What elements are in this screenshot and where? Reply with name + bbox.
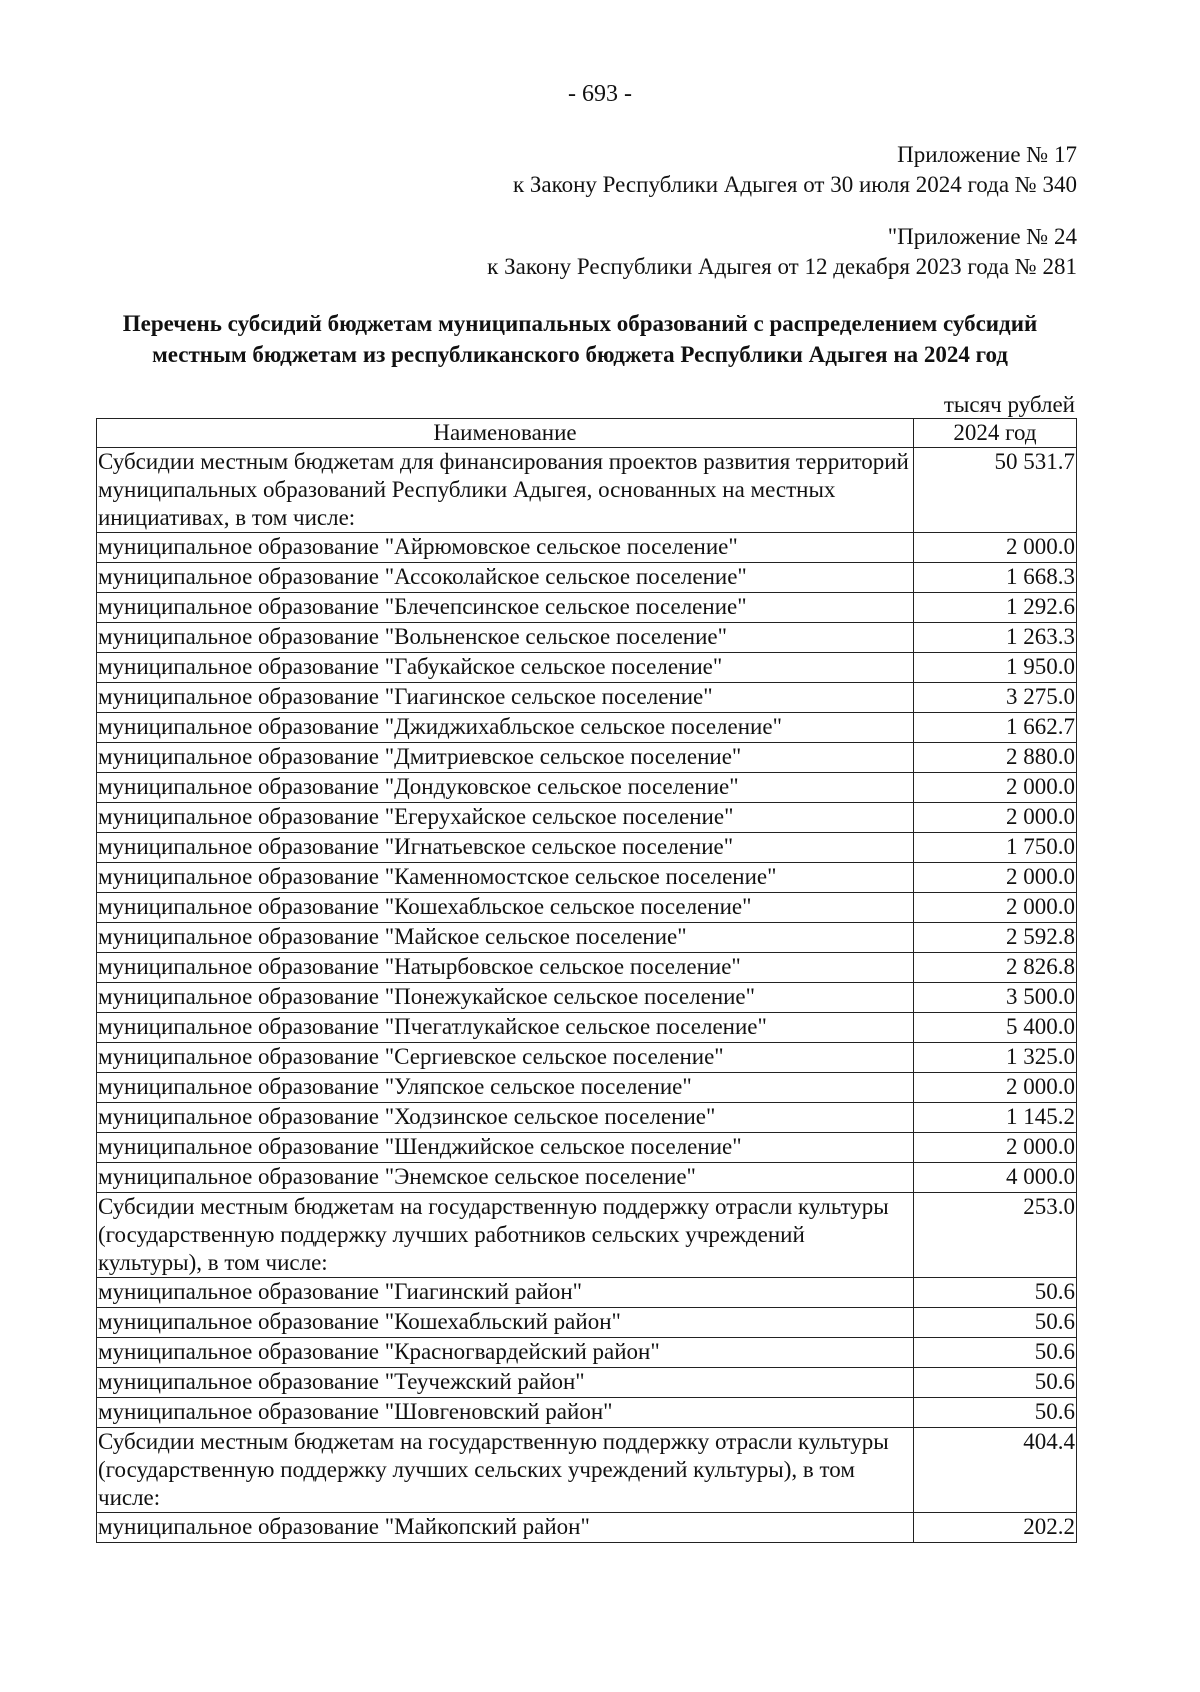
table-row [97,1013,1077,1043]
table-row [97,683,1077,713]
table-row [97,923,1077,953]
table-row [97,1103,1077,1133]
row-name: муниципальное образование "Айрюмовское сельское поселение" [97,533,914,563]
row-value: 202.2 [914,1513,1077,1543]
table-row [97,1513,1077,1543]
row-value: 1 292.6 [914,593,1077,623]
table-row [97,1338,1077,1368]
row-value: 2 000.0 [914,773,1077,803]
table-row [97,623,1077,653]
table-row [97,1163,1077,1193]
table-row [97,773,1077,803]
row-value: 50.6 [914,1308,1077,1338]
table-row [97,1308,1077,1338]
row-name: муниципальное образование "Ходзинское сельское поселение" [97,1103,914,1133]
table-row [97,1133,1077,1163]
row-value: 3 275.0 [914,683,1077,713]
row-value: 4 000.0 [914,1163,1077,1193]
row-value: 50.6 [914,1368,1077,1398]
row-value: 1 750.0 [914,833,1077,863]
row-value: 1 950.0 [914,653,1077,683]
table-row-group [97,1193,1077,1278]
row-value: 2 000.0 [914,863,1077,893]
row-value: 3 500.0 [914,983,1077,1013]
table-row [97,893,1077,923]
row-value: 2 000.0 [914,533,1077,563]
header-year: 2024 год [914,419,1077,448]
row-value: 1 662.7 [914,713,1077,743]
appendix-current [513,140,1077,200]
row-value: 50.6 [914,1278,1077,1308]
row-name: муниципальное образование "Уляпское сельское поселение" [97,1073,914,1103]
row-value: 2 000.0 [914,803,1077,833]
table-row [97,593,1077,623]
table-row [97,653,1077,683]
row-name: муниципальное образование "Шенджийское сельское поселение" [97,1133,914,1163]
row-name: муниципальное образование "Каменномостское сельское поселение" [97,863,914,893]
document-title [80,308,1080,370]
row-name: муниципальное образование "Дмитриевское сельское поселение" [97,743,914,773]
row-name: Субсидии местным бюджетам на государственную поддержку отрасли культуры (государственную поддержку лучших работников сельских учреждений культуры), в том числе: [97,1193,914,1278]
table-row [97,953,1077,983]
header-name: Наименование [97,419,914,448]
row-value: 1 668.3 [914,563,1077,593]
table-row [97,533,1077,563]
row-value: 2 826.8 [914,953,1077,983]
document-title-line1: Перечень субсидий бюджетам муниципальных образований с распределением субсидий [122,311,1038,336]
row-name: муниципальное образование "Красногвардейский район" [97,1338,914,1368]
row-value: 253.0 [914,1193,1077,1278]
appendix-amended [487,222,1077,282]
row-name: муниципальное образование "Майское сельское поселение" [97,923,914,953]
table-row [97,1043,1077,1073]
row-value: 1 145.2 [914,1103,1077,1133]
row-name: муниципальное образование "Шовгеновский район" [97,1398,914,1428]
row-name: муниципальное образование "Блечепсинское сельское поселение" [97,593,914,623]
document-title-line2: местным бюджетам из республиканского бюджета Республики Адыгея на 2024 год [152,342,1008,367]
row-name: муниципальное образование "Майкопский район" [97,1513,914,1543]
table-row [97,713,1077,743]
row-name: муниципальное образование "Дондуковское сельское поселение" [97,773,914,803]
appendix-current-line1: Приложение № 17 [897,142,1077,167]
row-name: Субсидии местным бюджетам на государственную поддержку отрасли культуры (государственную поддержку лучших сельских учреждений культуры), в том числе: [97,1428,914,1513]
row-value: 5 400.0 [914,1013,1077,1043]
row-name: муниципальное образование "Понежукайское сельское поселение" [97,983,914,1013]
appendix-current-line2: к Закону Республики Адыгея от 30 июля 2024 года № 340 [512,172,1077,197]
table-row [97,983,1077,1013]
table-row [97,1073,1077,1103]
row-name: муниципальное образование "Кошехабльское сельское поселение" [97,893,914,923]
table-row-group [97,448,1077,533]
row-value: 2 000.0 [914,1133,1077,1163]
table-header-row [97,419,1077,448]
row-value: 50.6 [914,1338,1077,1368]
row-value: 2 592.8 [914,923,1077,953]
row-name: муниципальное образование "Гиагинское сельское поселение" [97,683,914,713]
table-row-group [97,1428,1077,1513]
row-value: 2 000.0 [914,1073,1077,1103]
table-row [97,1368,1077,1398]
row-value: 2 000.0 [914,893,1077,923]
subsidies-table [96,418,1077,1543]
row-name: муниципальное образование "Ассоколайское сельское поселение" [97,563,914,593]
appendix-amended-line2: к Закону Республики Адыгея от 12 декабря 2023 года № 281 [487,254,1077,279]
table-row [97,1398,1077,1428]
table-row [97,833,1077,863]
row-value: 2 880.0 [914,743,1077,773]
row-value: 50.6 [914,1398,1077,1428]
row-name: муниципальное образование "Теучежский район" [97,1368,914,1398]
row-name: муниципальное образование "Вольненское сельское поселение" [97,623,914,653]
row-value: 404.4 [914,1428,1077,1513]
row-name: муниципальное образование "Сергиевское сельское поселение" [97,1043,914,1073]
row-name: муниципальное образование "Габукайское сельское поселение" [97,653,914,683]
row-name: муниципальное образование "Энемское сельское поселение" [97,1163,914,1193]
row-name: муниципальное образование "Игнатьевское сельское поселение" [97,833,914,863]
table-row [97,1278,1077,1308]
row-name: муниципальное образование "Джиджихабльское сельское поселение" [97,713,914,743]
appendix-amended-line1: "Приложение № 24 [887,224,1077,249]
row-name: муниципальное образование "Егерухайское сельское поселение" [97,803,914,833]
row-name: муниципальное образование "Кошехабльский район" [97,1308,914,1338]
table-row [97,863,1077,893]
row-name: Субсидии местным бюджетам для финансирования проектов развития территорий муниципальных образований Республики Адыгея, основанных на местных инициативах, в том числе: [97,448,914,533]
row-value: 1 263.3 [914,623,1077,653]
page-number: - 693 - [568,81,632,107]
row-name: муниципальное образование "Натырбовское сельское поселение" [97,953,914,983]
row-name: муниципальное образование "Гиагинский район" [97,1278,914,1308]
table-row [97,743,1077,773]
row-value: 1 325.0 [914,1043,1077,1073]
row-value: 50 531.7 [914,448,1077,533]
row-name: муниципальное образование "Пчегатлукайское сельское поселение" [97,1013,914,1043]
table-row [97,563,1077,593]
units-label: тысяч рублей [943,392,1075,417]
table-row [97,803,1077,833]
